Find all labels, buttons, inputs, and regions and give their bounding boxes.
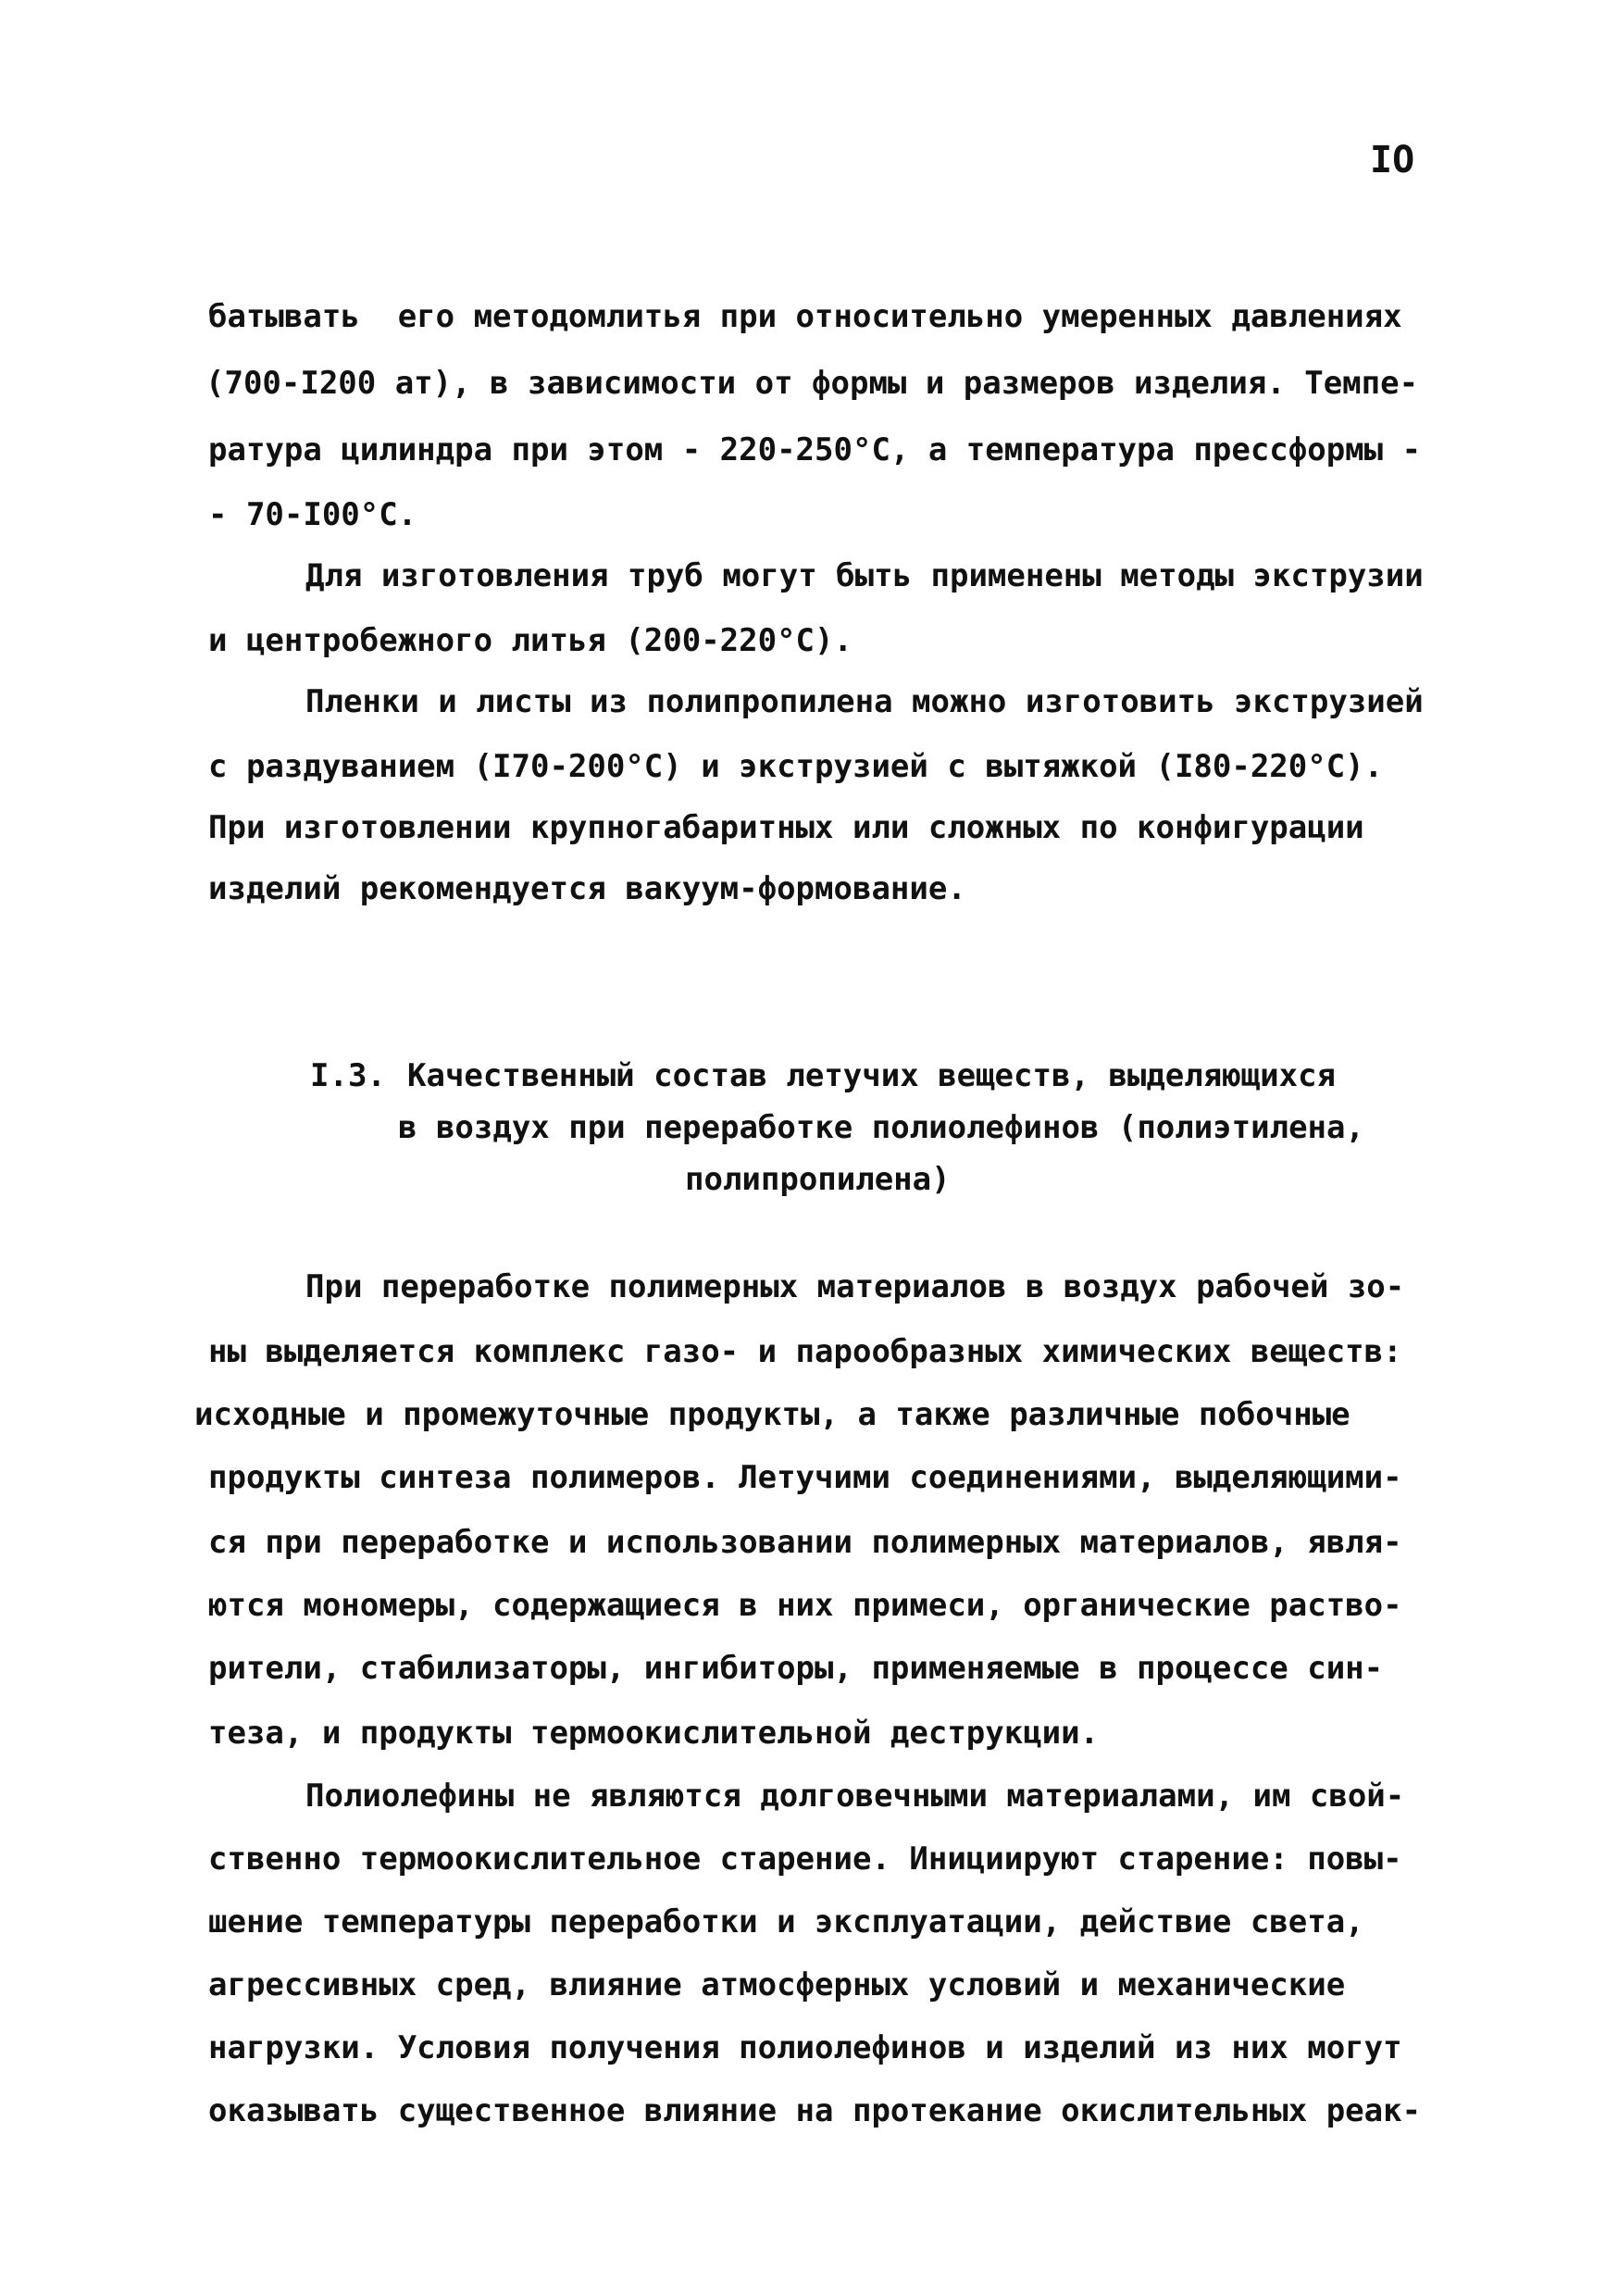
text-line: ны выделяется комплекс газо- и парообразных химических веществ: (208, 1333, 1402, 1370)
text-line: (700-I200 ат), в зависимости от формы и размеров изделия. Темпе- (205, 365, 1419, 402)
text-line: шение температуры переработки и эксплуатации, действие света, (208, 1903, 1364, 1940)
text-line: нагрузки. Условия получения полиолефинов и изделий из них могут (208, 2029, 1402, 2066)
section-title-line: в воздух при переработке полиолефинов (полиэтилена, (398, 1109, 1364, 1146)
text-line: продукты синтеза полимеров. Летучими соединениями, выделяющими- (208, 1459, 1402, 1496)
text-line: - 70-I00°С. (208, 496, 417, 533)
page-number: IO (1370, 139, 1415, 181)
text-line: ся при переработке и использовании полимерных материалов, явля- (208, 1524, 1402, 1561)
text-line: и центробежного литья (200-220°С). (208, 622, 853, 659)
text-line: При изготовлении крупногабаритных или сложных по конфигурации (208, 809, 1364, 846)
section-title-line: Качественный состав летучих веществ, выделяющихся (407, 1057, 1337, 1094)
text-line: теза, и продукты термоокислительной деструкции. (208, 1715, 1100, 1752)
text-line: ственно термоокислительное старение. Инициируют старение: повы- (208, 1841, 1402, 1878)
text-line: исходные и промежуточные продукты, а также различные побочные (194, 1396, 1350, 1433)
text-line: батывать его методомлитья при относительно умеренных давлениях (208, 298, 1402, 335)
text-line: оказывать существенное влияние на протекание окислительных реак- (208, 2092, 1422, 2129)
section-title-line: полипропилена) (685, 1161, 951, 1198)
text-line: агрессивных сред, влияние атмосферных условий и механические (208, 1966, 1346, 2003)
text-line: изделий рекомендуется вакуум-формование. (208, 870, 966, 907)
text-line: Полиолефины не являются долговечными материалами, им свой- (305, 1778, 1405, 1815)
text-line: ратура цилиндра при этом - 220-250°С, а температура прессформы - (208, 431, 1422, 468)
text-line: рители, стабилизаторы, ингибиторы, применяемые в процессе син- (208, 1650, 1384, 1687)
text-line: При переработке полимерных материалов в воздух рабочей зо- (305, 1268, 1405, 1305)
text-line: Пленки и листы из полипропилена можно изготовить экструзией (305, 683, 1424, 720)
text-line: ются мономеры, содержащиеся в них примеси, органические раство- (208, 1587, 1402, 1624)
text-line: Для изготовления труб могут быть применены методы экструзии (305, 557, 1424, 594)
text-line: с раздуванием (I70-200°С) и экструзией с вытяжкой (I80-220°С). (208, 748, 1384, 785)
section-number: I.3. (310, 1057, 386, 1094)
